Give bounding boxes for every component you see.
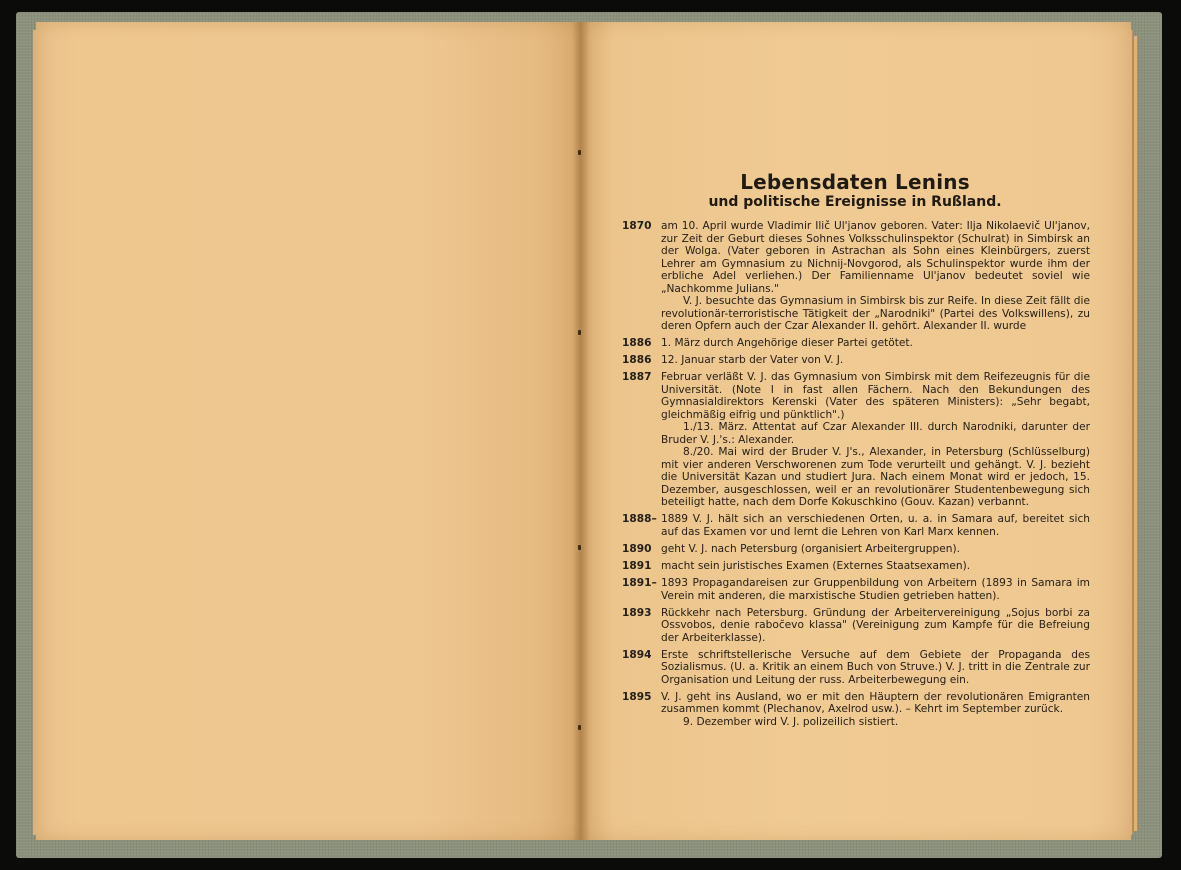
entry-year: 1888–	[622, 513, 657, 526]
chronology-entry	[622, 577, 1090, 602]
book-gutter	[572, 22, 590, 840]
page-edge-right-inner	[1134, 36, 1138, 831]
chronology-entry	[622, 337, 1090, 350]
chronology-entry	[622, 560, 1090, 573]
entry-text	[661, 354, 1090, 367]
entry-paragraph: 1893 Propagandareisen zur Gruppenbildung von Arbeitern (1893 in Samara im Verein mit anderen, die marxistische Studien getrieben hatten).	[661, 577, 1090, 602]
entry-text	[661, 543, 1090, 556]
entry-paragraph: 1. März durch Angehörige dieser Partei getötet.	[661, 337, 913, 350]
entry-year: 1886	[622, 337, 652, 350]
entry-paragraph: Erste schriftstellerische Versuche auf dem Gebiete der Propaganda des Sozialismus. (U. a. Kritik an einem Buch von Struve.) V. J. tritt in die Zentrale zur Organisation und Leitung der russ. Arbeiterbewegung ein.	[661, 648, 1090, 686]
entry-year: 1895	[622, 690, 652, 703]
entry-year: 1870	[622, 220, 652, 232]
entry-paragraph: 1889 V. J. hält sich an verschiedenen Orten, u. a. in Samara auf, bereitet sich auf das Examen vor und lernt die Lehren von Karl Marx kennen.	[661, 513, 1090, 538]
entry-text	[661, 560, 1090, 573]
entry-text	[661, 337, 1090, 350]
chronology-entry	[622, 354, 1090, 367]
entry-text	[661, 649, 1090, 687]
entry-paragraph: 1./13. März. Attentat auf Czar Alexander III. durch Narodniki, darunter der Bruder V. J.'s.: Alexander.	[661, 421, 1090, 446]
chronology-entry	[622, 220, 1090, 333]
chronology-entry	[622, 543, 1090, 556]
entry-text	[661, 607, 1090, 645]
entry-text	[661, 371, 1090, 509]
entry-year: 1887	[622, 371, 652, 384]
entry-text	[661, 220, 1090, 333]
entry-paragraph: 12. Januar starb der Vater von V. J.	[661, 354, 844, 367]
page-subtitle: und politische Ereignisse in Rußland.	[708, 194, 1002, 210]
entry-year: 1894	[622, 648, 652, 661]
entry-paragraph: 9. Dezember wird V. J. polizeilich sistiert.	[683, 715, 899, 728]
entry-paragraph: am 10. April wurde Vladimir Ilič Ul'janov geboren. Vater: Ilja Nikolaevič Ul'janov, zur Zeit der Geburt dieses Sohnes Volksschulinspektor (Schulrat) in Simbirsk an der Wolga. (Vater geboren in Astrachan als Sohn eines Kleinbürgers, zuerst Lehrer am Gymnasium zu Nichnij-Novgorod, als Schulinspektor wurde ihm der erbliche Adel verliehen.) Der Familienname Ul'janov bedeutet soviel wie „Nachkomme Julians."	[661, 220, 1090, 295]
binding-stitch	[578, 330, 581, 335]
binding-stitch	[578, 725, 581, 730]
chronology-entry	[622, 513, 1090, 538]
chronology-entry	[622, 691, 1090, 729]
left-page-blank	[36, 22, 581, 840]
entry-year: 1893	[622, 606, 652, 619]
entry-text	[661, 691, 1090, 729]
chronology-entry	[622, 371, 1090, 509]
entry-paragraph: V. J. besuchte das Gymnasium in Simbirsk bis zur Reife. In diese Zeit fällt die revolutionär-terroristische Tätigkeit der „Narodniki" (Partei des Volkswillens), zu deren Opfern auch der Czar Alexander II. gehört. Alexander II. wurde	[661, 295, 1090, 332]
entry-year: 1891	[622, 560, 652, 573]
page-title: Lebensdaten Lenins	[740, 170, 970, 194]
entry-year: 1890	[622, 542, 652, 555]
entry-paragraph: Februar verläßt V. J. das Gymnasium von Simbirsk mit dem Reifezeugnis für die Universität. (Note I in fast allen Fächern. Nach den Bekundungen des Gymnasialdirektors Kerenski (Vater des späteren Ministers): „Sehr begabt, gleichmäßig eifrig und pünktlich".)	[661, 371, 1090, 421]
entry-year: 1891–	[622, 577, 657, 590]
binding-stitch	[578, 545, 581, 550]
entry-year: 1886	[622, 354, 652, 367]
entry-paragraph: 8./20. Mai wird der Bruder V. J's., Alexander, in Petersburg (Schlüsselburg) mit vier anderen Verschworenen zum Tode verurteilt und gehängt. V. J. bezieht die Universität Kazan und studiert Jura. Nach einem Monat wird er jedoch, 15. Dezember, ausgeschlossen, weil er an revolutionärer Studentenbewegung sich beteiligt hatte, nach dem Dorfe Kokuschkino (Gouv. Kazan) verbannt.	[661, 446, 1090, 509]
entry-text	[661, 513, 1090, 538]
entry-text	[661, 577, 1090, 602]
chronology-list	[622, 220, 1090, 728]
chronology-entry	[622, 607, 1090, 645]
entry-paragraph: geht V. J. nach Petersburg (organisiert Arbeitergruppen).	[661, 542, 960, 555]
chronology-entry	[622, 649, 1090, 687]
binding-stitch	[578, 150, 581, 155]
entry-paragraph: Rückkehr nach Petersburg. Gründung der Arbeitervereinigung „Sojus borbi za Ossvobos, denie raboc̆evo klassa" (Vereinigung zum Kampfe für die Befreiung der Arbeiterklasse).	[661, 606, 1090, 644]
entry-paragraph: V. J. geht ins Ausland, wo er mit den Häuptern der revolutionären Emigranten zusammen kommt (Plechanov, Axelrod usw.). – Kehrt im September zurück.	[661, 690, 1090, 716]
entry-paragraph: macht sein juristisches Examen (Externes Staatsexamen).	[661, 560, 971, 573]
